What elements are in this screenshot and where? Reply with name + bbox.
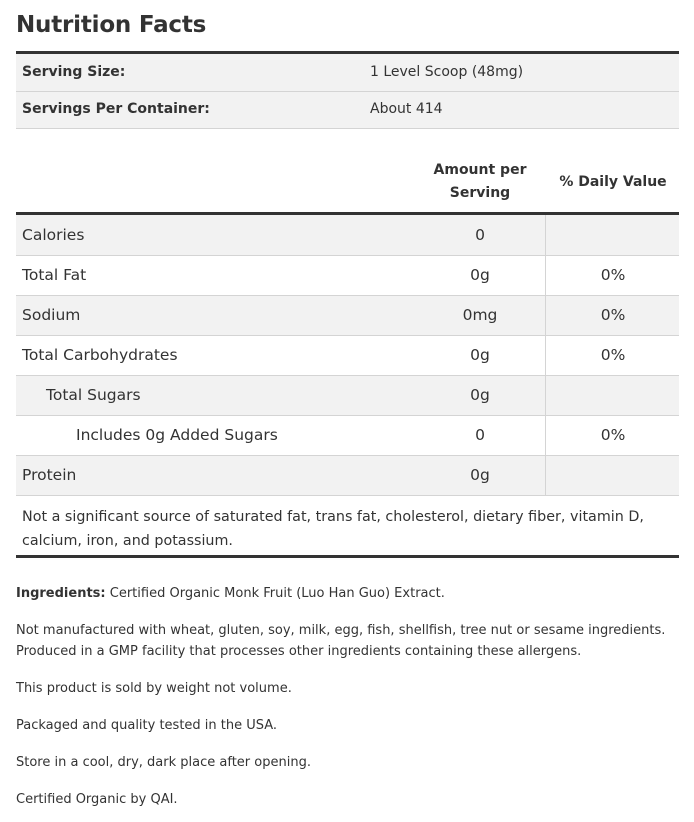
nutrient-name: Includes 0g Added Sugars xyxy=(76,426,278,444)
packaged-note: Packaged and quality tested in the USA. xyxy=(16,718,278,733)
certified-note: Certified Organic by QAI. xyxy=(16,792,178,807)
nutrient-amount: 0mg xyxy=(462,306,498,324)
nutrient-daily-value: 0% xyxy=(600,266,626,284)
nutrient-amount: 0g xyxy=(470,266,490,284)
nutrition-note xyxy=(22,505,644,553)
row-divider xyxy=(16,455,679,456)
nutrient-name: Total Carbohydrates xyxy=(22,346,178,364)
nutrient-amount: 0g xyxy=(470,466,490,484)
row-shade xyxy=(16,215,679,255)
servings-per-container-label: Servings Per Container: xyxy=(22,101,210,117)
nutrient-amount: 0g xyxy=(470,346,490,364)
weight-note: This product is sold by weight not volume. xyxy=(16,681,292,696)
serving-size-value: 1 Level Scoop (48mg) xyxy=(370,64,524,80)
note-line: calcium, iron, and potassium. xyxy=(22,533,233,549)
daily-value-header: % Daily Value xyxy=(559,174,667,190)
amount-header-line1: Amount per xyxy=(433,162,527,178)
page-title: Nutrition Facts xyxy=(16,12,207,38)
amount-header-line2: Serving xyxy=(449,185,511,201)
ingredients-text: Certified Organic Monk Fruit (Luo Han Guo) Extract. xyxy=(109,586,445,601)
ingredients xyxy=(16,583,445,604)
row-divider xyxy=(16,255,679,256)
row-divider xyxy=(16,415,679,416)
servings-per-container-value: About 414 xyxy=(370,101,443,117)
divider xyxy=(16,91,679,92)
storage-note: Store in a cool, dry, dark place after opening. xyxy=(16,755,311,770)
nutrient-amount: 0 xyxy=(475,226,485,244)
nutrient-amount: 0g xyxy=(470,386,490,404)
nutrient-daily-value: 0% xyxy=(600,346,626,364)
nutrient-daily-value: 0% xyxy=(600,306,626,324)
ingredients-label: Ingredients: xyxy=(16,586,106,601)
nutrient-daily-value: 0% xyxy=(600,426,626,444)
allergen-line: Produced in a GMP facility that processes other ingredients containing these allergens. xyxy=(16,644,582,659)
serving-size-label: Serving Size: xyxy=(22,64,126,80)
row-divider xyxy=(16,295,679,296)
row-divider xyxy=(16,495,679,496)
nutrient-name: Total Sugars xyxy=(46,386,141,404)
nutrient-name: Sodium xyxy=(22,306,81,324)
row-divider xyxy=(16,375,679,376)
note-line: Not a significant source of saturated fat, trans fat, cholesterol, dietary fiber, vitamin D, xyxy=(22,509,644,525)
divider xyxy=(16,128,679,129)
allergen-statement xyxy=(16,620,665,662)
nutrient-name: Protein xyxy=(22,466,77,484)
amount-per-serving-header xyxy=(410,159,550,205)
bottom-rule xyxy=(16,555,679,558)
nutrient-name: Total Fat xyxy=(22,266,87,284)
allergen-line: Not manufactured with wheat, gluten, soy, milk, egg, fish, shellfish, tree nut or sesame ingredients. xyxy=(16,623,666,638)
nutrient-name: Calories xyxy=(22,226,85,244)
nutrient-amount: 0 xyxy=(475,426,485,444)
row-shade xyxy=(16,456,679,496)
row-divider xyxy=(16,335,679,336)
